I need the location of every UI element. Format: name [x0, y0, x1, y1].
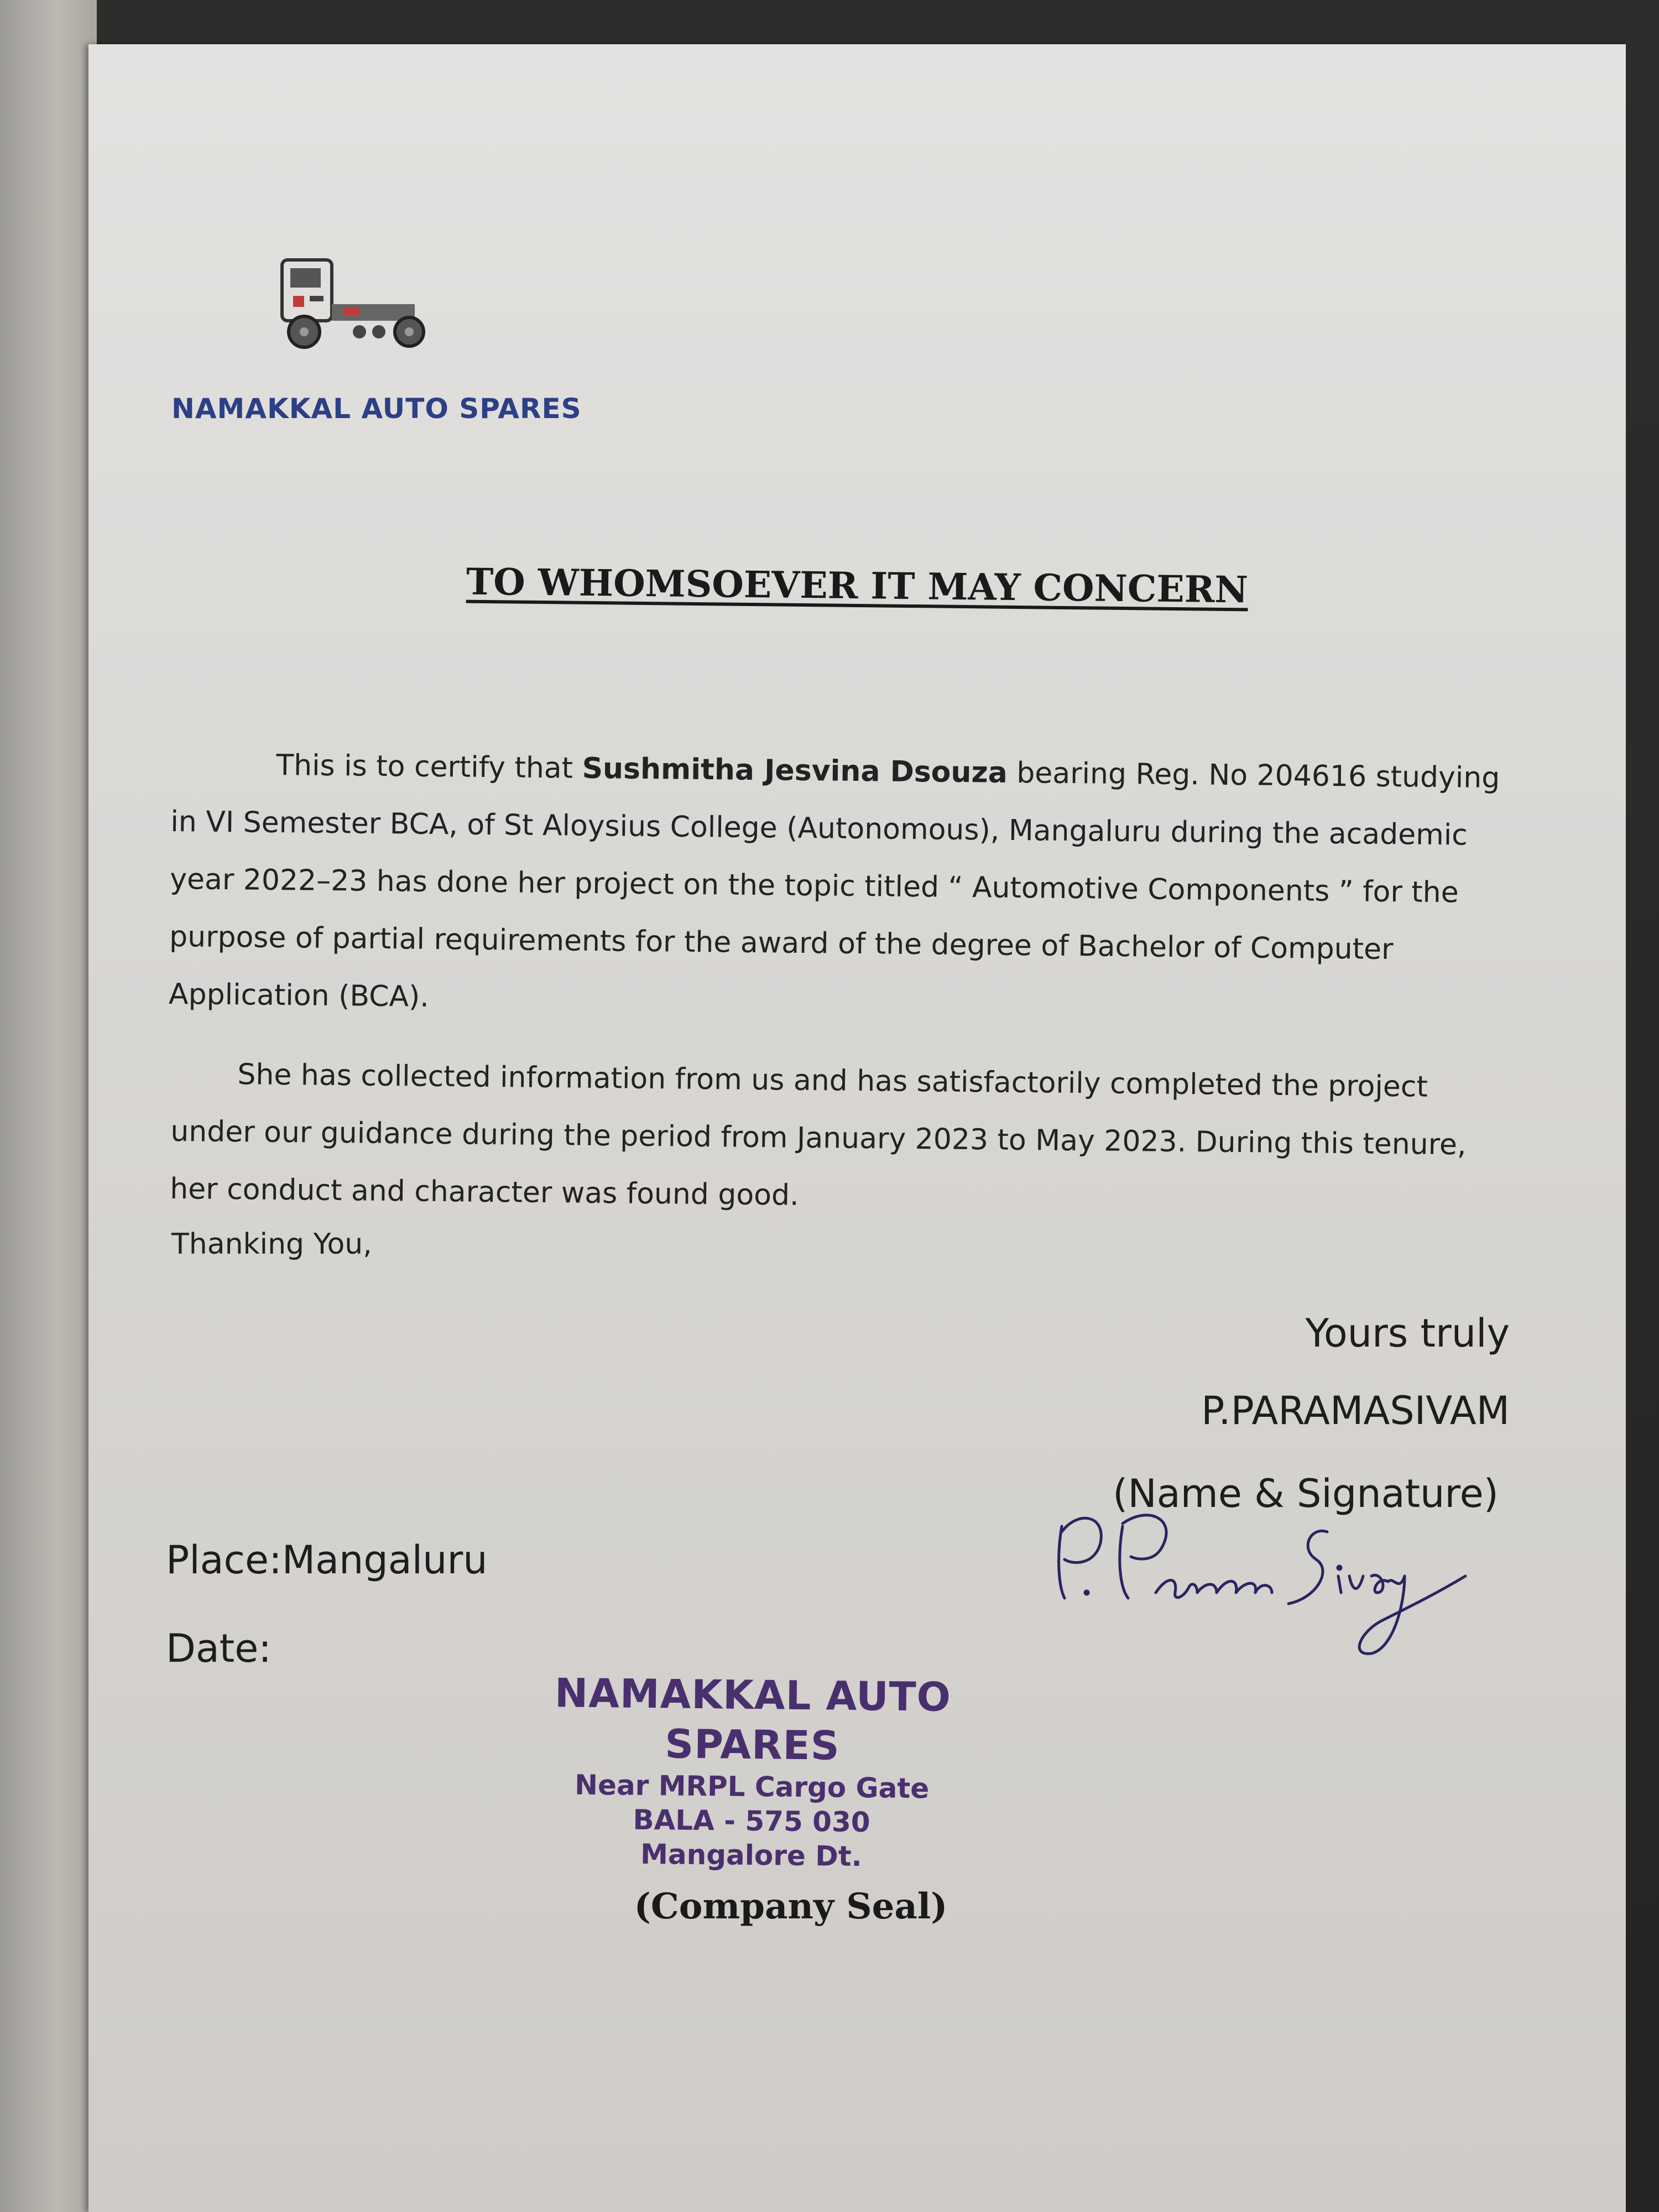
certificate-paragraph-2: She has collected information from us and has satisfactorily completed the project under our guidance during the period from January 2023 to May 2023. During this tenure, her conduct and character was found good. — [169, 1058, 1467, 1212]
yours-truly: Yours truly — [1305, 1311, 1510, 1356]
place-field: Place:Mangaluru — [166, 1537, 488, 1583]
company-stamp — [474, 1667, 1030, 1875]
name-signature-caption: (Name & Signature) — [1113, 1471, 1499, 1516]
date-field: Date: — [166, 1626, 272, 1671]
stamp-address-line-1: Near MRPL Cargo Gate — [574, 1768, 930, 1805]
stamp-address-line-2: BALA - 575 030 — [633, 1803, 870, 1839]
company-logo — [171, 243, 582, 442]
logo-company-name: NAMAKKAL AUTO SPARES — [171, 393, 582, 425]
page-title: TO WHOMSOEVER IT MAY CONCERN — [466, 560, 1249, 612]
signer-name: P.PARAMASIVAM — [1201, 1388, 1510, 1433]
stamp-address-line-3: Mangalore Dt. — [640, 1838, 862, 1873]
left-page-edge — [0, 0, 97, 2212]
certificate-page — [88, 44, 1626, 2212]
truck-parts-logo-icon — [260, 243, 437, 354]
company-seal-label: (Company Seal) — [634, 1886, 948, 1927]
student-name: Sushmitha Jesvina Dsouza — [582, 752, 1008, 790]
p1-before-name: This is to certify that — [276, 748, 582, 785]
closing-line: Thanking You, — [171, 1228, 372, 1261]
handwritten-signature — [1040, 1493, 1493, 1725]
p1-after-name: bearing Reg. No 204616 studying in VI Semester BCA, of St Aloysius College (Autonomous), Mangaluru during the academic year 2022–23 has done her project on the topic titled “ Automotive Components ” for the purpose of partial requirements for the award of the degree of Bachelor of Computer Application (BCA). — [168, 756, 1500, 1014]
stamp-company-name: NAMAKKAL AUTO SPARES — [554, 1670, 952, 1769]
certificate-paragraph-1 — [169, 735, 1521, 1037]
